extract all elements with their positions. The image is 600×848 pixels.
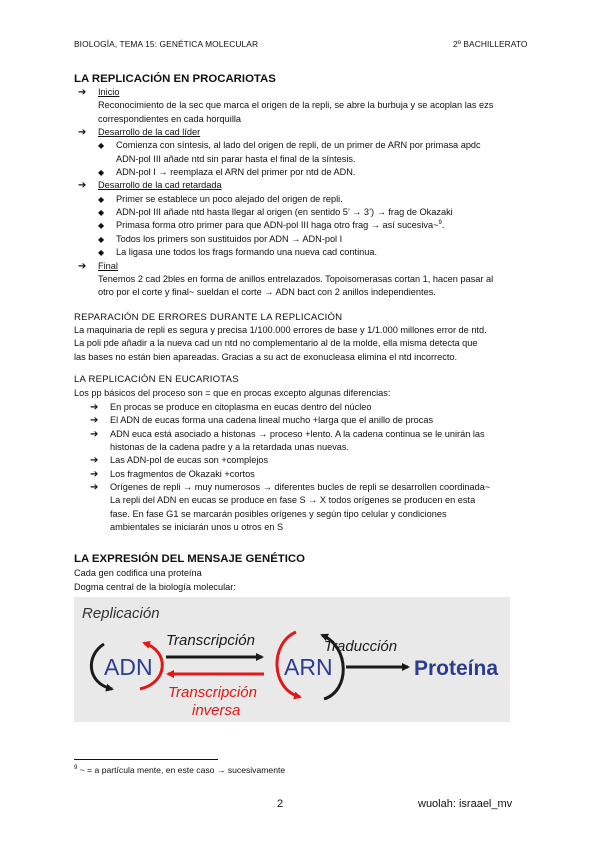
dogma-central-diagram <box>74 597 510 722</box>
eucariotas-item-text: En procas se produce en citoplasma en eucas dentro del núcleo <box>110 402 372 412</box>
arrow-icon: ➔ <box>90 428 99 440</box>
retardada-bullet-3: ◆ Primasa forma otro primer para que ADN-pol III haga otro frag → así sucesiva~$^9$. <box>98 220 445 231</box>
retardada-bullet-1 <box>98 193 528 206</box>
adn-label: ADN <box>104 654 153 680</box>
arrow-icon: ➔ <box>90 482 99 494</box>
eucariotas-item-text: Los fragmentos de Okazaki +cortos <box>110 468 255 479</box>
final-label: Final <box>98 260 118 271</box>
eucariotas-item-text: Orígenes de repli → muy numerosos → diferentes bucles de repli se desarrollen coordinada~ <box>110 482 491 493</box>
arrow-icon: ➔ <box>90 402 99 413</box>
retardada-bullet-text: Primer se establece un poco alejado del origen de repli. <box>116 193 343 204</box>
eucariotas-item-text: ADN euca está asociado a histonas → proceso +lento. A la cadena continua se le unirán las <box>110 428 485 439</box>
lider-bullet-2-text: ADN-pol I → reemplaza el ARN del primer por ntd de ADN. <box>116 167 356 178</box>
eucariotas-item <box>90 428 526 455</box>
diamond-bullet-icon: ◆ <box>98 234 105 244</box>
eucariotas-item <box>90 414 526 427</box>
lider-item <box>78 126 528 139</box>
arrow-icon: ➔ <box>78 127 87 139</box>
section-title-reparacion: REPARACIÓN DE ERRORES DURANTE LA REPLICACIÓN <box>74 312 343 323</box>
arn-label: ARN <box>284 654 333 680</box>
eucariotas-item <box>90 481 526 534</box>
lider-label: Desarrollo de la cad líder <box>98 127 201 138</box>
arrow-icon: ➔ <box>78 180 87 192</box>
transcripcion-inversa-label-2: inversa <box>192 702 241 719</box>
eucariotas-item <box>90 454 526 467</box>
eucariotas-item-text: La repli del ADN en eucas se produce en fase S → X todos orígenes se producen en esta <box>110 495 476 506</box>
expresion-line-1: Cada gen codifica una proteína <box>74 568 202 578</box>
retardada-item <box>78 179 528 192</box>
lider-bullet-1 <box>98 139 528 166</box>
retardada-bullet-text: La ligasa une todos los frags formando una nueva cad continua. <box>116 247 378 258</box>
retardada-bullet-2 <box>98 206 528 219</box>
eucariotas-item <box>90 401 526 414</box>
reparacion-line: La maquinaria de repli es segura y precisa 1/100.000 errores de base y 1/1.000 millones error de ntd. <box>74 325 487 335</box>
retardada-bullet-5 <box>98 246 528 259</box>
footnote <box>74 764 285 776</box>
diamond-bullet-icon: ◆ <box>98 221 105 231</box>
footnote-text: ~ = a partícula mente, en este caso → sucesivamente <box>79 765 286 775</box>
replicacion-label: Replicación <box>82 605 160 622</box>
lider-bullet-1-line-2: ADN-pol III añade ntd sin parar hasta el final de la síntesis. <box>116 153 356 164</box>
lider-bullet-1-line-1: Comienza con síntesis, al lado del origen de repli, de un primer de ARN por primasa apdc <box>116 140 481 151</box>
reparacion-line: La poli pde añadir a la nueva cad un ntd no complementario al de la molde, ella misma detecta que <box>74 338 478 349</box>
traduccion-label: Traducción <box>324 638 398 655</box>
arrow-icon: ➔ <box>78 87 87 98</box>
header-level: 2º BACHILLERATO <box>453 39 528 49</box>
footnote-rule <box>74 759 218 760</box>
eucariotas-item-text: fase. En fase G1 se marcarán posibles orígenes y según tipo celular y condiciones <box>110 508 447 519</box>
diamond-bullet-icon: ◆ <box>98 141 105 151</box>
eucariotas-intro: Los pp básicos del proceso son = que en procas excepto algunas diferencias: <box>74 388 391 398</box>
section-title-expresion: LA EXPRESIÓN DEL MENSAJE GENÉTICO <box>74 553 306 565</box>
dogma-central-svg <box>74 597 510 722</box>
section1-body <box>78 86 528 300</box>
inicio-text-2: correspondientes en cada horquilla <box>98 113 242 124</box>
final-item <box>78 260 528 273</box>
header-title: BIOLOGÍA, TEMA 15: GENÉTICA MOLECULAR <box>74 39 259 49</box>
lider-bullet-2 <box>98 166 528 179</box>
retardada-bullet-text: Todos los primers son sustituidos por ADN → ADN-pol I <box>116 233 343 244</box>
eucariotas-item-text: ambientales se iniciarán unos u otros en S <box>110 522 284 533</box>
inicio-label: Inicio <box>98 87 120 97</box>
arrow-icon: ➔ <box>78 260 87 272</box>
inicio-text-1: Reconocimiento de la sec que marca el origen de la repli, se abre la burbuja y se acoplan las ezs <box>98 100 494 111</box>
retardada-bullet-text: ADN-pol III añade ntd hasta llegar al origen (en sentido 5’ → 3’) → frag de Okazaki <box>116 207 453 218</box>
eucariotas-item-text: Las ADN-pol de eucas son +complejos <box>110 455 269 466</box>
proteina-label: Proteína <box>414 657 499 680</box>
diamond-bullet-icon: ◆ <box>98 168 105 178</box>
eucariotas-item-text: El ADN de eucas forma una cadena lineal mucho +larga que el anillo de procas <box>110 415 434 426</box>
final-text-2: otro por el corte y final~ sueldan el corte → ADN bact con 2 anillos independientes. <box>98 287 436 298</box>
diamond-bullet-icon: ◆ <box>98 194 105 204</box>
eucariotas-item-text: histonas de la cadena padre y a la retardada unas nuevas. <box>110 442 350 453</box>
section-title-replicacion-eucariotas: LA REPLICACIÓN EN EUCARIOTAS <box>74 374 239 385</box>
retardada-label: Desarrollo de la cad retardada <box>98 180 222 191</box>
inicio-item <box>78 86 528 99</box>
transcripcion-inversa-label-1: Transcripción <box>168 684 257 701</box>
arrow-icon: ➔ <box>90 415 99 427</box>
section-title-replicacion-procariotas: LA REPLICACIÓN EN PROCARIOTAS <box>74 73 276 85</box>
final-text-1: Tenemos 2 cad 2bles en forma de anillos entrelazados. Topoisomerasas cortan 1, hacen pasar al <box>98 273 494 284</box>
diamond-bullet-icon: ◆ <box>98 248 105 258</box>
arrow-icon: ➔ <box>90 468 99 480</box>
diamond-bullet-icon: ◆ <box>98 208 105 218</box>
reparacion-line: las bases no están bien apareadas. Gracias a su act de exonucleasa elimina el ntd incorrecto. <box>74 351 458 362</box>
footnote-reference[interactable]: 9 <box>438 220 442 227</box>
retardada-bullet-text: Primasa forma otro primer para que ADN-pol III haga otro frag → así sucesiva~ <box>116 220 439 231</box>
footnote-mark: 9 <box>74 765 78 772</box>
eucariotas-list <box>90 401 526 534</box>
eucariotas-item <box>90 468 526 481</box>
arrow-icon: ➔ <box>90 455 99 467</box>
transcripcion-label: Transcripción <box>166 632 255 649</box>
reparacion-paragraph <box>74 324 526 364</box>
page-number: 2 <box>277 798 284 810</box>
retardada-bullet-4 <box>98 233 528 246</box>
footer-brand: wuolah: israael_mv <box>418 798 513 810</box>
expresion-line-2: Dogma central de la biología molecular: <box>74 582 236 592</box>
